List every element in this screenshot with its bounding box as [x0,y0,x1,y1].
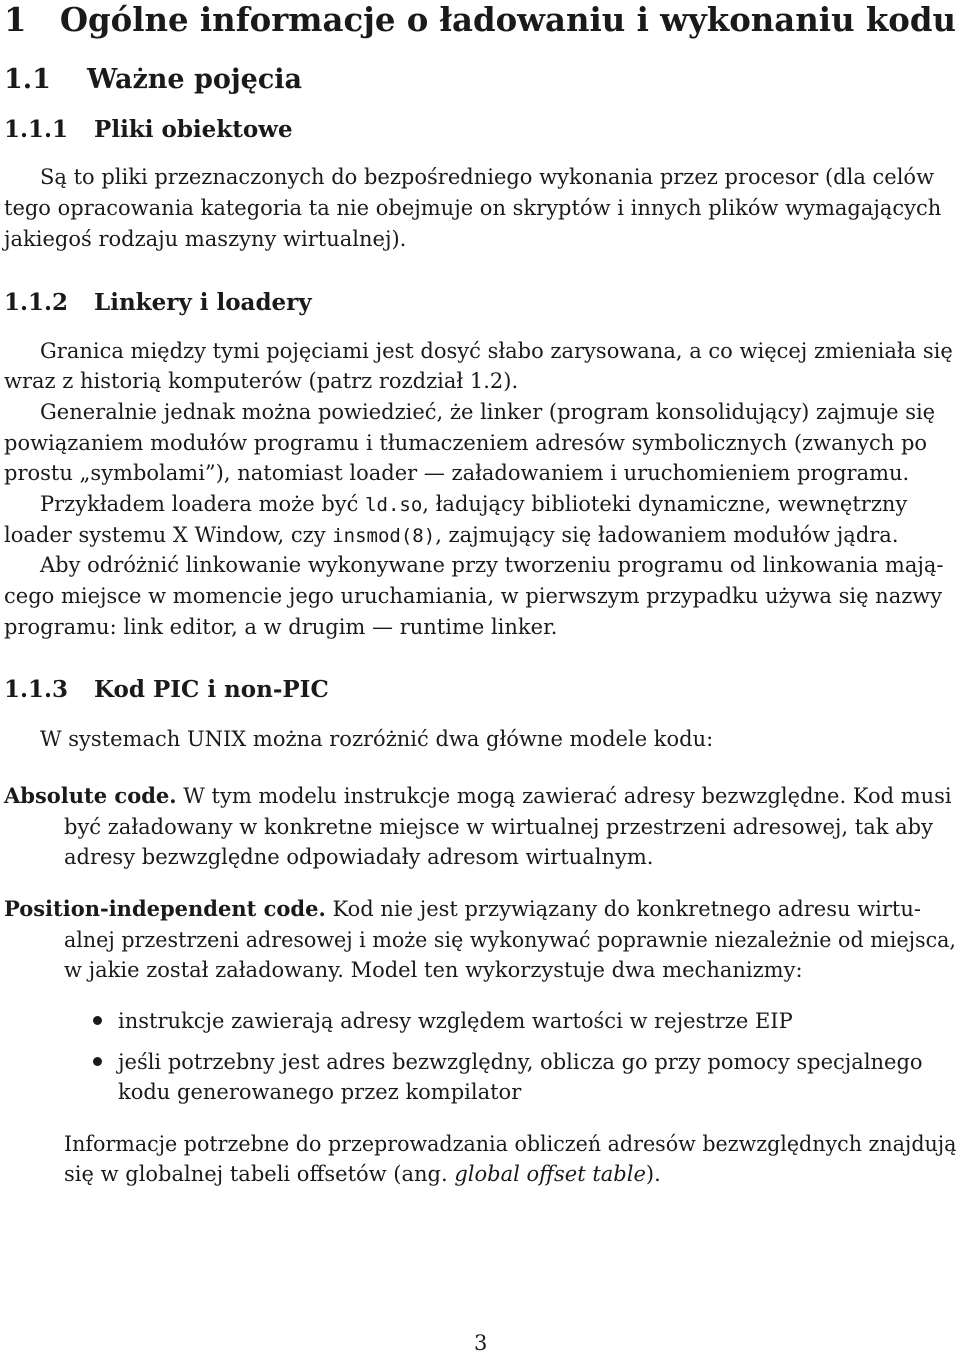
paragraph-line [64,955,803,985]
paragraph-line [64,1159,661,1189]
paragraph-line [64,925,956,955]
subsection-number: 1.1 [4,64,51,95]
line-text: Informacje potrzebne do przeprowadzania obliczeń adresów bezwzględnych znajdują [64,1132,957,1156]
section-title: Ogólne informacje o ładowaniu i wykonaniu kodu [59,0,956,39]
paragraph-line [40,397,935,427]
line-text: prostu „symbolami”), natomiast loader — załadowaniem i uruchomieniem programu. [4,461,910,485]
definition-term: Absolute code. [4,783,177,808]
heading-number: 1.1.1 [4,116,69,143]
inline-code: insmod(8) [332,525,436,547]
heading-title: Kod PIC i non-PIC [94,676,329,703]
line-text: powiązaniem modułów programu i tłumaczeniem adresów symbolicznych (zwanych po [4,431,928,455]
paragraph-line [4,581,942,611]
emphasis-text: global offset table [454,1162,646,1186]
line-text: loader systemu X Window, czy [4,523,333,547]
paragraph-line [4,366,518,396]
line-text: Aby odróżnić linkowanie wykonywane przy tworzeniu programu od linkowania mają- [40,553,944,577]
line-text: Kod nie jest przywiązany do konkretnego adresu wirtu- [332,897,921,921]
line-text: być załadowany w konkretne miejsce w wirtualnej przestrzeni adresowej, tak aby [64,815,933,839]
paragraph-line [4,458,909,488]
paragraph-line [4,612,557,642]
paragraph-line [64,842,653,872]
line-text: Generalnie jednak można powiedzieć, że linker (program konsolidujący) zajmuje się [40,400,936,424]
definition-term: Position-independent code. [4,896,326,921]
paragraph-line [40,336,953,366]
paragraph-line [4,193,956,223]
line-text: Przykładem loadera może być [40,492,366,516]
subsection-title: Ważne pojęcia [86,64,303,95]
line-text: W systemach UNIX można rozróżnić dwa główne modele kodu: [40,727,714,751]
line-text: się w globalnej tabeli offsetów (ang. [64,1162,455,1186]
line-text: kodu generowanego przez kompilator [118,1080,522,1104]
inline-code: ld.so [365,494,423,516]
list-item [118,1047,923,1077]
line-text: programu: link editor, a w drugim — runtime linker. [4,615,558,639]
list-item-continuation [118,1077,521,1107]
line-text: , ładujący biblioteki dynamiczne, wewnętrzny [422,492,908,516]
heading-number: 1.1.2 [4,289,69,316]
line-text: instrukcje zawierają adresy względem wartości w rejestrze EIP [118,1009,793,1033]
line-text: tego opracowania kategoria ta nie obejmuje on skryptów i innych plików wymagających [4,196,942,220]
paragraph-line [64,1129,956,1159]
list-item [118,1006,793,1036]
paragraph-line [4,520,899,551]
line-text: Granica między tymi pojęciami jest dosyć słabo zarysowana, a co więcej zmieniała się [40,339,953,363]
line-text: jakiegoś rodzaju maszyny wirtualnej). [4,227,407,251]
section-number: 1 [4,0,27,39]
paragraph-line [40,724,713,754]
paragraph-line [4,224,406,254]
bullet-icon [93,1016,102,1025]
line-text: , zajmujący się ładowaniem modułów jądra. [435,523,899,547]
line-text: ). [645,1162,661,1186]
line-text: w jakie został załadowany. Model ten wykorzystuje dwa mechanizmy: [64,958,803,982]
heading-title: Linkery i loadery [94,289,312,316]
section-heading [4,0,956,39]
definition-absolute-code [4,781,952,811]
paragraph-line [4,428,927,458]
page-number: 3 [474,1331,488,1355]
heading-title: Pliki obiektowe [94,116,293,143]
paragraph-line [40,550,943,580]
line-text: W tym modelu instrukcje mogą zawierać adresy bezwzględne. Kod musi [183,784,952,808]
subsubsection-heading-1-1-2 [4,289,312,316]
bullet-icon [93,1057,102,1066]
line-text: adresy bezwzględne odpowiadały adresom wirtualnym. [64,845,654,869]
line-text: cego miejsce w momencie jego uruchamiania, w pierwszym przypadku używa się nazwy [4,584,943,608]
definition-pic [4,894,921,924]
line-text: Są to pliki przeznaczonych do bezpośredniego wykonania przez procesor (dla celów [40,165,935,189]
paragraph-line [40,162,956,192]
line-text: alnej przestrzeni adresowej i może się wykonywać poprawnie niezależnie od miejsca, [64,928,956,952]
line-text: jeśli potrzebny jest adres bezwzględny, oblicza go przy pomocy specjalnego [118,1050,923,1074]
subsection-heading [4,64,302,95]
paragraph-line [40,489,907,520]
line-text: wraz z historią komputerów (patrz rozdział 1.2). [4,369,519,393]
subsubsection-heading-1-1-3 [4,676,329,703]
paragraph-line [64,812,933,842]
subsubsection-heading-1-1-1 [4,116,293,143]
heading-number: 1.1.3 [4,676,69,703]
